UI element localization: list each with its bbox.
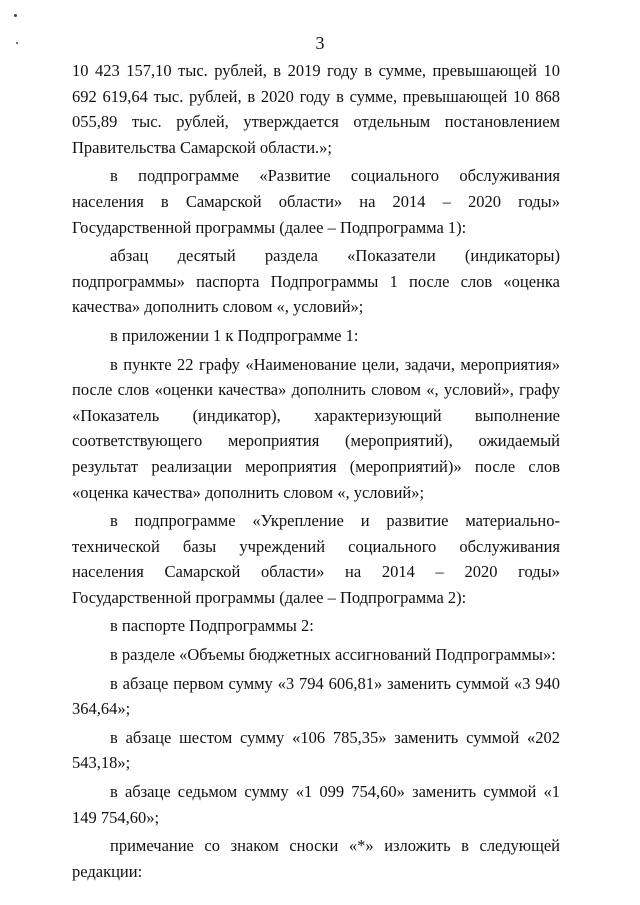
paragraph-subprogram-1: в подпрограмме «Развитие социального обслуживания населения в Самарской области» на 2014 – 2020 годы» Государственной программы (далее – Подпрограмма 1): bbox=[72, 166, 560, 237]
paragraph-footnote-note: примечание со знаком сноски «*» изложить в следующей редакции: bbox=[72, 836, 560, 881]
paragraph-budget-amounts: 10 423 157,10 тыс. рублей, в 2019 году в сумме, превышающей 10 692 619,64 тыс. рублей, в 2020 году в сумме, превышающей 10 868 055,89 тыс. рублей, утверждается отдельным постановлением Правительства Самарской области.»; bbox=[72, 61, 560, 157]
paragraph-appendix-1: в приложении 1 к Подпрограмме 1: bbox=[110, 325, 359, 345]
page-number: 3 bbox=[315, 33, 325, 53]
paragraph-item-22: в пункте 22 графу «Наименование цели, задачи, мероприятия» после слов «оценки качества» дополнить словом «, условий», графу «Показатель (индикатор), характеризующий выполнение соответствующего мероприятия (мероприятий), ожидаемый результат реализации мероприятия (мероприятий)» после слов «оценка качества» дополнить словом «, условий»; bbox=[72, 354, 560, 502]
paragraph-seventh-amount: в абзаце седьмом сумму «1 099 754,60» заменить суммой «1 149 754,60»; bbox=[72, 782, 560, 827]
scan-dot bbox=[16, 42, 18, 44]
paragraph-sixth-amount: в абзаце шестом сумму «106 785,35» заменить суммой «202 543,18»; bbox=[72, 727, 560, 773]
paragraph-passport-2: в паспорте Подпрограммы 2: bbox=[110, 616, 314, 636]
scan-dot bbox=[14, 14, 17, 17]
paragraph-indicators: абзац десятый раздела «Показатели (индикаторы) подпрограммы» паспорта Подпрограммы 1 после слов «оценка качества» дополнить словом «, условий»; bbox=[72, 246, 560, 317]
document-body bbox=[72, 58, 560, 884]
paragraph-subprogram-2: в подпрограмме «Укрепление и развитие материально-технической базы учреждений социального обслуживания населения Самарской области» на 2014 – 2020 годы» Государственной программы (далее – Подпрограмма 2): bbox=[72, 511, 560, 607]
paragraph-budget-section: в разделе «Объемы бюджетных ассигнований Подпрограммы»: bbox=[110, 645, 556, 665]
paragraph-first-amount: в абзаце первом сумму «3 794 606,81» заменить суммой «3 940 364,64»; bbox=[72, 673, 560, 719]
